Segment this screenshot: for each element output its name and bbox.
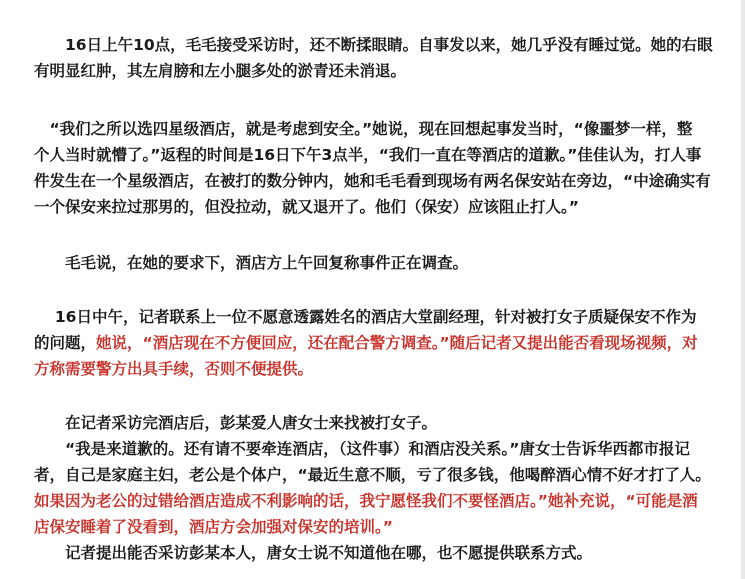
paragraph-3	[34, 250, 724, 276]
paragraph-line: “我是来道歉的。还有请不要牵连酒店，（这件事）和酒店没关系。”唐女士告诉华西都市报记	[34, 440, 690, 458]
paragraph-line: 在记者采访完酒店后，彭某爱人唐女士来找被打女子。	[34, 414, 438, 432]
paragraph-7	[34, 540, 724, 566]
paragraph-line: 者，自己是家庭主妇，老公是个体户，“最近生意不顺，亏了很多钱，他喝醉酒心情不好才打了人。	[34, 466, 711, 484]
paragraph-line: 毛毛说，在她的要求下，酒店方上午回复称事件正在调查。	[34, 254, 469, 272]
paragraph-5	[34, 410, 724, 436]
highlighted-quote: 如果因为老公的过错给酒店造成不利影响的话，我宁愿怪我们不要怪酒店。”她补充说，“可能是酒	[34, 492, 698, 510]
highlighted-quote: 店保安睡着了没看到，酒店方会加强对保安的培训。”	[34, 518, 393, 536]
paragraph-1	[34, 32, 724, 84]
highlighted-quote: 方称需要警方出具手续，否则不便提供。	[34, 360, 314, 378]
paragraph-2	[34, 116, 724, 220]
highlighted-quote: 她说，“酒店现在不方便回应，还在配合警方调查。”随后记者又提出能否看现场视频，对	[96, 334, 698, 352]
paragraph-line: 一个保安来拉过那男的，但没拉动，就又退开了。他们（保安）应该阻止打人。”	[34, 198, 579, 216]
paragraph-line-mixed	[34, 330, 724, 356]
paragraph-line: 有明显红肿，其左肩膀和左小腿多处的淤青还未消退。	[34, 62, 407, 80]
paragraph-line: 记者提出能否采访彭某本人，唐女士说不知道他在哪，也不愿提供联系方式。	[34, 544, 593, 562]
paragraph-4	[34, 304, 724, 382]
paragraph-line: “我们之所以选四星级酒店，就是考虑到安全。”她说，现在回想起事发当时，“像噩梦一样，整	[34, 120, 693, 138]
paragraph-line: 16日上午10点，毛毛接受采访时，还不断揉眼睛。自事发以来，她几乎没有睡过觉。她的右眼	[34, 36, 713, 54]
paragraph-fragment: 的问题，	[34, 334, 97, 352]
page-edge-divider	[741, 0, 745, 579]
paragraph-line: 件发生在一个星级酒店，在被打的数分钟内，她和毛毛看到现场有两名保安站在旁边，“中途确实有	[34, 172, 711, 190]
paragraph-6	[34, 436, 724, 540]
paragraph-line: 16日中午，记者联系上一位不愿意透露姓名的酒店大堂副经理，针对被打女子质疑保安不作为	[34, 308, 697, 326]
paragraph-line: 个人当时就懵了。”返程的时间是16日下午3点半，“我们一直在等酒店的道歉。”佳佳认为，打人事	[34, 146, 702, 164]
